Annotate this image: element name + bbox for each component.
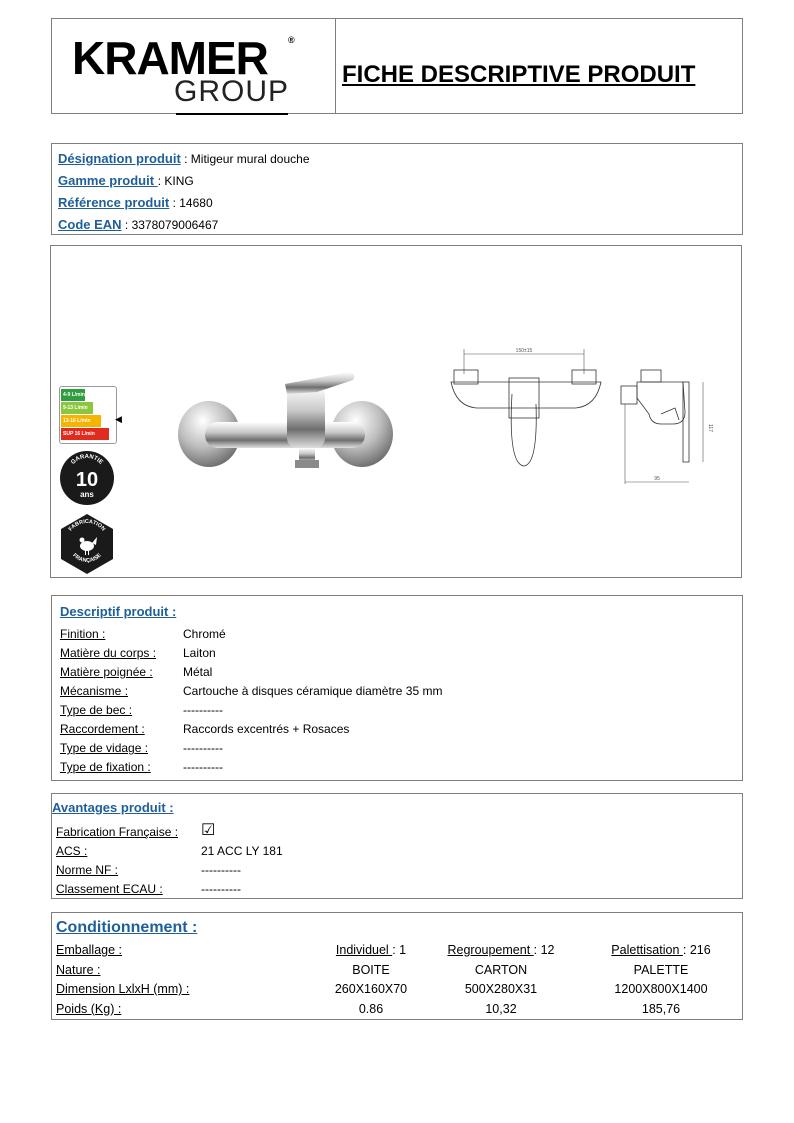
descriptif-label: Matière du corps : — [60, 646, 157, 660]
descriptif-label: Finition : — [60, 627, 106, 641]
gamme-row — [58, 170, 736, 192]
avantage-value: 21 ACC LY 181 — [201, 844, 283, 858]
reference-value: : 14680 — [169, 196, 213, 210]
avantages-section — [51, 793, 743, 899]
conditionnement-cell: 1200X800X1400 — [614, 982, 708, 996]
descriptif-label: Type de bec : — [60, 703, 133, 717]
conditionnement-cell: 500X280X31 — [464, 982, 538, 996]
col-regroupement-label: Regroupement — [447, 943, 534, 957]
product-identification — [51, 143, 743, 235]
ean-label: Code EAN — [58, 217, 122, 232]
reference-row — [58, 192, 736, 214]
reference-label: Référence produit — [58, 195, 170, 210]
conditionnement-row — [56, 961, 738, 981]
flow-band-4: SUP 16 L/min — [61, 428, 109, 440]
avantage-label: Fabrication Française : — [56, 825, 179, 839]
avantage-value: ---------- — [201, 863, 241, 877]
avantage-row — [56, 861, 742, 880]
product-images — [50, 245, 742, 578]
logo-group: GROUP — [174, 75, 290, 108]
conditionnement-cell: 0.86 — [358, 1001, 384, 1016]
emballage-label: Emballage : — [56, 943, 123, 957]
kramer-group-logo — [66, 29, 296, 109]
col-individuel — [316, 941, 426, 961]
designation-label: Désignation produit — [58, 151, 181, 166]
fabrication-top-text: FABRICATION — [67, 518, 107, 533]
garantie-number: 10 — [75, 469, 99, 491]
descriptif-value: ---------- — [183, 760, 223, 774]
avantage-row — [56, 880, 742, 899]
flow-band-1: 4-9 L/min — [61, 389, 85, 401]
descriptif-label: Type de fixation : — [60, 760, 151, 774]
flow-band-2: 9-13 L/min — [61, 402, 93, 414]
header — [51, 18, 743, 114]
checkbox-checked-icon: ☑ — [201, 822, 216, 839]
descriptif-row — [60, 701, 734, 720]
conditionnement-row — [56, 980, 738, 1000]
descriptif-label: Raccordement : — [60, 722, 145, 736]
garantie-unit: ans — [80, 490, 94, 499]
descriptif-value: Chromé — [183, 627, 226, 641]
avantage-value: ---------- — [201, 882, 241, 896]
logo-underline — [176, 113, 288, 115]
conditionnement-cell: 10,32 — [485, 1001, 517, 1016]
gamme-label: Gamme produit — [58, 173, 158, 188]
col-regroupement-count: : 12 — [533, 943, 555, 957]
conditionnement-cell: CARTON — [474, 962, 528, 977]
conditionnement-label: Poids (Kg) : — [56, 1001, 122, 1016]
descriptif-row — [60, 739, 734, 758]
avantage-label: Classement ECAU : — [56, 882, 163, 896]
designation-row — [58, 148, 736, 170]
conditionnement-cell: 185,76 — [641, 1001, 681, 1016]
dim-bottom-label: 95 — [654, 476, 660, 482]
descriptif-heading: Descriptif produit : — [60, 604, 177, 619]
conditionnement-section — [51, 912, 743, 1020]
avantages-heading: Avantages produit : — [52, 800, 174, 815]
descriptif-row — [60, 625, 734, 644]
flow-indicator-arrow-icon: ◀ — [115, 414, 122, 424]
avantage-row — [56, 842, 742, 861]
col-individuel-count: : 1 — [392, 943, 407, 957]
conditionnement-row — [56, 1000, 738, 1020]
conditionnement-heading: Conditionnement : — [56, 919, 198, 936]
dim-side-label: 117 — [707, 424, 713, 432]
logo-brand: KRAMER — [72, 32, 268, 84]
descriptif-value: Raccords excentrés + Rosaces — [183, 722, 350, 736]
avantage-row — [56, 823, 742, 842]
descriptif-value: Métal — [183, 665, 213, 679]
descriptif-row — [60, 644, 734, 663]
descriptif-label: Type de vidage : — [60, 741, 149, 755]
avantage-label: Norme NF : — [56, 863, 119, 877]
fabrication-francaise-badge — [59, 513, 115, 575]
conditionnement-cell: PALETTE — [633, 962, 689, 977]
col-palettisation-label: Palettisation — [611, 943, 683, 957]
dim-top-label: 150±15 — [515, 348, 533, 354]
emballage-row — [56, 941, 738, 961]
technical-drawing-side — [613, 364, 723, 489]
col-individuel-label: Individuel — [335, 943, 393, 957]
descriptif-row — [60, 720, 734, 739]
document-title: FICHE DESCRIPTIVE PRODUIT — [342, 61, 696, 88]
conditionnement-cell: 260X160X70 — [334, 982, 408, 996]
descriptif-row — [60, 758, 734, 777]
ean-value: : 3378079006467 — [121, 218, 219, 232]
logo-registered: ® — [288, 35, 295, 45]
conditionnement-cell: BOITE — [352, 962, 390, 977]
descriptif-value: Laiton — [183, 646, 216, 660]
designation-value: : Mitigeur mural douche — [180, 152, 310, 166]
descriptif-row — [60, 663, 734, 682]
avantage-label: ACS : — [56, 844, 88, 858]
water-flow-label — [59, 386, 122, 442]
descriptif-row — [60, 682, 734, 701]
descriptif-section — [51, 595, 743, 781]
technical-drawing-front — [446, 344, 606, 474]
gamme-value: : KING — [157, 174, 194, 188]
flow-band-3: 13-16 L/min — [61, 415, 101, 427]
conditionnement-label: Nature : — [56, 962, 101, 977]
descriptif-label: Mécanisme : — [60, 684, 129, 698]
garantie-top-text: GARANTIE — [70, 453, 104, 466]
descriptif-value: Cartouche à disques céramique diamètre 35 mm — [183, 684, 443, 698]
fabrication-bottom-text: FRANÇAISE — [71, 552, 103, 565]
col-regroupement — [441, 941, 561, 961]
faucet-photo — [177, 364, 397, 476]
descriptif-label: Matière poignée : — [60, 665, 153, 679]
header-divider — [335, 19, 336, 113]
col-palettisation — [596, 941, 726, 961]
garantie-10-ans-badge — [59, 450, 115, 506]
descriptif-value: ---------- — [183, 703, 223, 717]
col-palettisation-count: : 216 — [682, 943, 711, 957]
conditionnement-label: Dimension LxlxH (mm) : — [56, 982, 190, 996]
ean-row — [58, 214, 736, 236]
descriptif-value: ---------- — [183, 741, 223, 755]
